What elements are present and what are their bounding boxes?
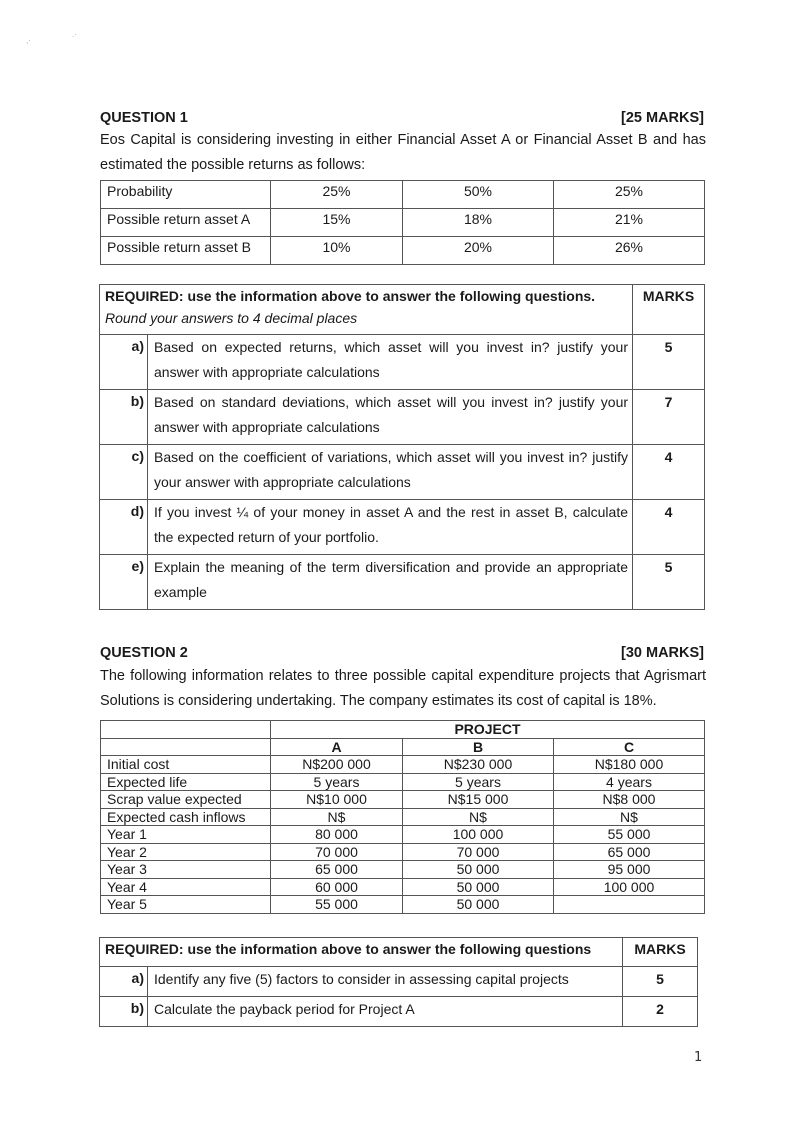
question-1-heading — [100, 110, 704, 126]
cell: 100 000 — [554, 878, 705, 896]
projects-table — [100, 720, 705, 914]
cell: N$ — [403, 808, 554, 826]
table-row — [101, 756, 705, 774]
row-label: Possible return asset B — [101, 237, 271, 265]
question-2-title: QUESTION 2 — [100, 645, 188, 661]
required-header-row — [100, 938, 698, 967]
row-label: Year 4 — [101, 878, 271, 896]
cell: N$8 000 — [554, 791, 705, 809]
marks-header: MARKS — [633, 285, 705, 335]
cell: 4 years — [554, 773, 705, 791]
cell: 65 000 — [554, 843, 705, 861]
question-row — [100, 500, 705, 555]
question-row — [100, 445, 705, 500]
table-row — [101, 209, 705, 237]
item-text: Explain the meaning of the term diversification and provide an appropriate example — [148, 555, 633, 610]
question-2-heading — [100, 645, 704, 661]
item-marks: 5 — [623, 967, 698, 997]
table-row — [101, 721, 705, 739]
cell: N$10 000 — [271, 791, 403, 809]
cell: 5 years — [403, 773, 554, 791]
project-group-header: PROJECT — [271, 721, 705, 739]
cell: N$230 000 — [403, 756, 554, 774]
cell: N$ — [271, 808, 403, 826]
cell — [554, 896, 705, 914]
row-label: Year 5 — [101, 896, 271, 914]
cell: 70 000 — [271, 843, 403, 861]
cell: 50 000 — [403, 878, 554, 896]
question-row — [100, 335, 705, 390]
row-label: Possible return asset A — [101, 209, 271, 237]
item-text: Calculate the payback period for Project A — [148, 997, 623, 1027]
item-marks: 4 — [633, 500, 705, 555]
item-marks: 7 — [633, 390, 705, 445]
cell: 95 000 — [554, 861, 705, 879]
table-row — [101, 861, 705, 879]
cell: 26% — [554, 237, 705, 265]
question-2-intro: The following information relates to three possible capital expenditure projects that Agrismart Solutions is considering undertaking. The company estimates its cost of capital is 18%. — [100, 668, 706, 709]
item-text: Based on the coefficient of variations, which asset will you invest in? justify your answer with appropriate calculations — [148, 445, 633, 500]
item-marks: 5 — [633, 335, 705, 390]
row-label: Scrap value expected — [101, 791, 271, 809]
cell: N$ — [554, 808, 705, 826]
table-row — [101, 773, 705, 791]
table-row — [101, 826, 705, 844]
table-row — [101, 237, 705, 265]
item-marks: 5 — [633, 555, 705, 610]
item-label: a) — [100, 335, 148, 390]
table-row — [101, 181, 705, 209]
cell: 20% — [403, 237, 554, 265]
scan-speck: .· — [72, 30, 77, 39]
item-text: Based on standard deviations, which asset will you invest in? justify your answer with appropriate calculations — [148, 390, 633, 445]
item-label: b) — [100, 997, 148, 1027]
item-label: d) — [100, 500, 148, 555]
cell: 100 000 — [403, 826, 554, 844]
rounding-note: Round your answers to 4 decimal places — [105, 310, 358, 326]
row-label: Probability — [101, 181, 271, 209]
question-1-title: QUESTION 1 — [100, 110, 188, 126]
cell: 18% — [403, 209, 554, 237]
cell: 70 000 — [403, 843, 554, 861]
required-header: REQUIRED: use the information above to answer the following questions — [100, 938, 623, 967]
row-label: Expected life — [101, 773, 271, 791]
row-label: Year 3 — [101, 861, 271, 879]
cell: 5 years — [271, 773, 403, 791]
row-label: Year 2 — [101, 843, 271, 861]
question-2-marks: [30 MARKS] — [621, 645, 704, 661]
item-marks: 4 — [633, 445, 705, 500]
cell: 10% — [271, 237, 403, 265]
item-text: Based on expected returns, which asset will you invest in? justify your answer with appropriate calculations — [148, 335, 633, 390]
item-label: c) — [100, 445, 148, 500]
question-1-intro: Eos Capital is considering investing in either Financial Asset A or Financial Asset B and has estimated the possible returns as follows: — [100, 132, 706, 173]
column-header-b: B — [403, 738, 554, 756]
cell: 55 000 — [554, 826, 705, 844]
item-label: e) — [100, 555, 148, 610]
table-row — [101, 896, 705, 914]
marks-header: MARKS — [623, 938, 698, 967]
table-row — [101, 808, 705, 826]
row-label: Year 1 — [101, 826, 271, 844]
item-label: a) — [100, 967, 148, 997]
question-row — [100, 555, 705, 610]
table-row — [101, 738, 705, 756]
table-row — [101, 878, 705, 896]
question-row — [100, 967, 698, 997]
row-label: Expected cash inflows — [101, 808, 271, 826]
question-1-required-table — [99, 284, 705, 610]
cell: 15% — [271, 209, 403, 237]
page-number: 1 — [694, 1050, 703, 1065]
row-label: Initial cost — [101, 756, 271, 774]
question-row — [100, 997, 698, 1027]
required-header-cell — [100, 285, 633, 335]
cell: N$200 000 — [271, 756, 403, 774]
cell: 65 000 — [271, 861, 403, 879]
question-row — [100, 390, 705, 445]
item-label: b) — [100, 390, 148, 445]
cell: 80 000 — [271, 826, 403, 844]
scan-speck: ,· — [26, 36, 31, 45]
cell: 50 000 — [403, 896, 554, 914]
empty-cell — [101, 721, 271, 739]
required-header: REQUIRED: use the information above to answer the following questions. — [105, 288, 596, 304]
cell: 50% — [403, 181, 554, 209]
item-text: If you invest ¼ of your money in asset A and the rest in asset B, calculate the expected return of your portfolio. — [148, 500, 633, 555]
required-header-row — [100, 285, 705, 335]
cell: 50 000 — [403, 861, 554, 879]
cell: 25% — [554, 181, 705, 209]
column-header-c: C — [554, 738, 705, 756]
empty-cell — [101, 738, 271, 756]
cell: 25% — [271, 181, 403, 209]
column-header-a: A — [271, 738, 403, 756]
cell: 60 000 — [271, 878, 403, 896]
table-row — [101, 843, 705, 861]
item-marks: 2 — [623, 997, 698, 1027]
cell: 55 000 — [271, 896, 403, 914]
returns-table — [100, 180, 705, 265]
cell: N$180 000 — [554, 756, 705, 774]
cell: N$15 000 — [403, 791, 554, 809]
table-row — [101, 791, 705, 809]
question-1-marks: [25 MARKS] — [621, 110, 704, 126]
cell: 21% — [554, 209, 705, 237]
question-2-required-table — [99, 937, 698, 1027]
item-text: Identify any five (5) factors to consider in assessing capital projects — [148, 967, 623, 997]
